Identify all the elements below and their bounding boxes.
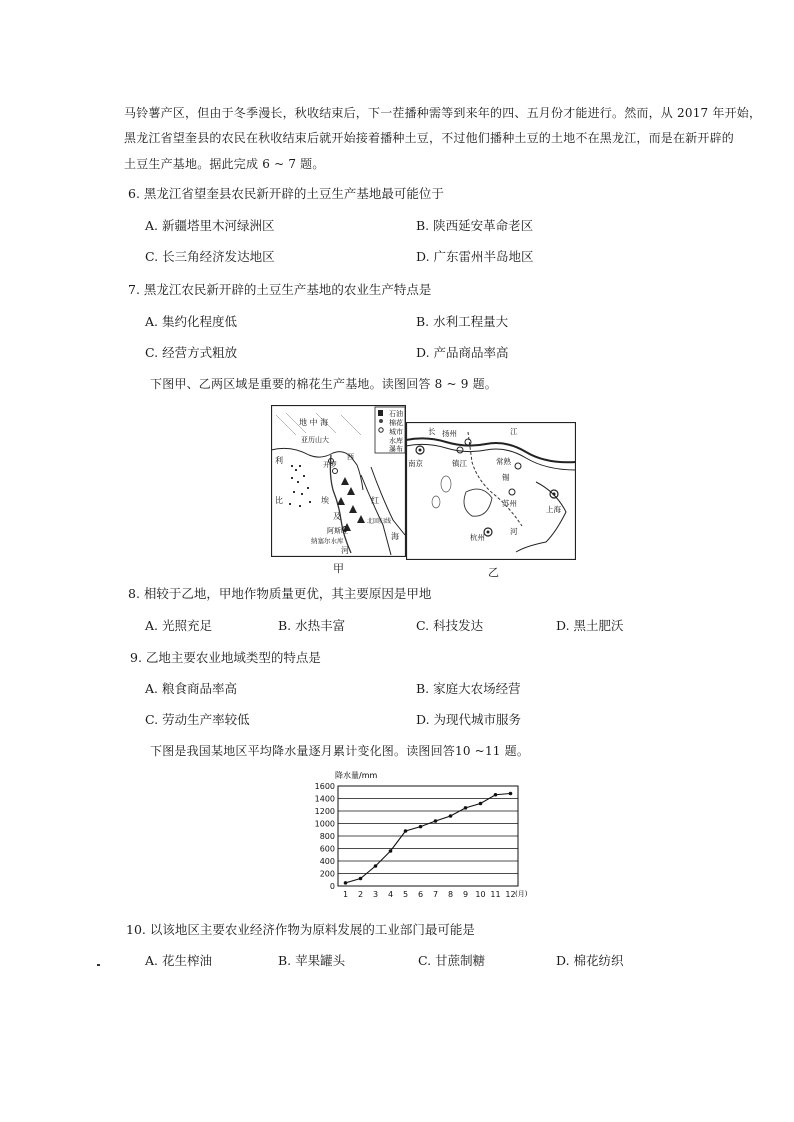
q6-option-a: A. 新疆塔里木河绿洲区 <box>145 218 275 233</box>
question-9: 9. 乙地主要农业地域类型的特点是 <box>130 650 321 665</box>
label-suzhou: 苏州 <box>502 499 517 508</box>
legend-waterfall: 瀑布 <box>389 445 403 453</box>
label-he: 河 <box>510 527 518 536</box>
section-8-9-intro: 下图甲、乙两区域是重要的棉花生产基地。读图回答 8 ~ 9 题。 <box>150 377 497 391</box>
q6-option-b: B. 陕西延安革命老区 <box>416 218 534 233</box>
question-6: 6. 黑龙江省望奎县农民新开辟的土豆生产基地最可能位于 <box>128 186 444 201</box>
q10-option-d: D. 棉花纺织 <box>556 953 624 968</box>
intro-line-1: 马铃薯产区，但由于冬季漫长，秋收结束后，下一茬播种需等到来年的四、五月份才能进行。然而，从 2017 年开始， <box>124 106 762 120</box>
data-point <box>359 877 363 881</box>
map-jia <box>271 405 406 557</box>
data-point <box>404 829 408 833</box>
legend-city: 城市 <box>389 428 403 436</box>
legend-reservoir: 水库 <box>389 437 403 445</box>
x-tick-label: 7 <box>432 890 439 899</box>
map-yi-caption: 乙 <box>488 566 499 579</box>
label-cairo: 开罗 <box>323 461 337 469</box>
data-point <box>464 806 468 810</box>
x-tick-label: 1 <box>342 890 349 899</box>
q7-option-a: A. 集约化程度低 <box>145 314 237 329</box>
x-tick-label: 9 <box>462 890 469 899</box>
precipitation-chart <box>305 768 535 900</box>
x-tick-label: 11 <box>490 890 501 899</box>
q8-option-c: C. 科技发达 <box>416 618 484 633</box>
label-sea: 海 <box>391 532 399 541</box>
q7-option-c: C. 经营方式粗放 <box>145 345 238 360</box>
data-point <box>494 793 498 797</box>
label-chang: 长 <box>428 427 436 436</box>
x-tick-label: 4 <box>387 890 394 899</box>
label-changshu: 常熟 <box>496 457 511 466</box>
x-tick-label: 6 <box>417 890 424 899</box>
data-point <box>389 849 393 853</box>
y-tick-label: 0 <box>329 882 335 891</box>
q6-option-c: C. 长三角经济发达地区 <box>145 249 275 264</box>
q8-option-a: A. 光照充足 <box>145 618 212 633</box>
y-tick-label: 400 <box>319 857 335 866</box>
label-bi: 比 <box>275 496 283 505</box>
data-point <box>434 819 438 823</box>
stray-mark <box>97 964 100 966</box>
q8-option-b: B. 水热丰富 <box>278 618 346 633</box>
label-nanjing: 南京 <box>408 459 423 468</box>
y-tick-label: 600 <box>319 844 335 854</box>
y-tick-label: 200 <box>319 869 335 879</box>
data-point <box>344 881 348 885</box>
y-tick-label: 1600 <box>314 782 335 791</box>
legend-oil: 石油 <box>389 410 403 418</box>
q10-option-b: B. 苹果罐头 <box>278 953 346 968</box>
label-li: 利 <box>275 456 283 465</box>
data-point <box>374 864 378 868</box>
x-tick-label: 2 <box>357 890 364 899</box>
label-zhenjiang: 镇江 <box>452 459 467 468</box>
data-point <box>509 792 513 796</box>
q7-option-d: D. 产品商品率高 <box>416 345 509 360</box>
label-nasser: 纳塞尔水库 <box>311 537 344 545</box>
section-10-11-intro: 下图是我国某地区平均降水量逐月累计变化图。读图回答10 ~11 题。 <box>150 744 530 758</box>
q7-option-b: B. 水利工程量大 <box>416 314 509 329</box>
q9-option-a: A. 粮食商品率高 <box>145 681 237 696</box>
x-tick-label: 3 <box>372 890 379 899</box>
label-jiang: 江 <box>510 427 518 436</box>
label-ai: 埃 <box>321 496 329 505</box>
q10-option-c: C. 甘蔗制糖 <box>418 953 486 968</box>
label-red: 红 <box>371 496 379 505</box>
question-8: 8. 相较于乙地，甲地作物质量更优，其主要原因是甲地 <box>128 586 432 601</box>
x-tick-label: 12 <box>505 890 516 899</box>
q9-option-b: B. 家庭大农场经营 <box>416 681 521 696</box>
label-aswan: 阿斯旺 <box>327 527 348 535</box>
data-point <box>479 802 483 806</box>
chart-xlabel: (月) <box>515 890 528 898</box>
label-ji: 及 <box>333 512 341 521</box>
question-10: 10. 以该地区主要农业经济作物为原料发展的工业部门最可能是 <box>126 922 475 937</box>
data-point <box>449 814 453 818</box>
y-tick-label: 800 <box>319 832 335 841</box>
label-river: 河 <box>341 546 349 555</box>
chart-ylabel: 降水量/mm <box>335 771 378 780</box>
label-yangzhou: 扬州 <box>442 429 457 438</box>
label-shanghai: 上海 <box>546 505 561 514</box>
map-jia-caption: 甲 <box>333 562 344 575</box>
series-line <box>346 794 511 883</box>
q8-option-d: D. 黑土肥沃 <box>556 618 624 633</box>
q10-option-a: A. 花生榨油 <box>145 953 212 968</box>
label-west: 西 <box>347 453 354 461</box>
intro-line-2: 黑龙江省望奎县的农民在秋收结束后就开始接着播种土豆，不过他们播种土豆的土地不在黑龙江，而是在新开辟的 <box>124 131 735 145</box>
q9-option-d: D. 为现代城市服务 <box>416 712 522 727</box>
label-hangzhou: 杭州 <box>470 533 485 542</box>
data-point <box>419 825 423 829</box>
label-tropic: 北回归线 <box>367 518 392 525</box>
label-mediterranean: 地 中 海 <box>299 418 329 427</box>
map-yi <box>406 422 576 560</box>
q6-option-d: D. 广东雷州半岛地区 <box>416 249 534 264</box>
q9-option-c: C. 劳动生产率较低 <box>145 712 250 727</box>
y-tick-label: 1400 <box>314 794 335 804</box>
legend-cotton: 棉花 <box>389 419 403 427</box>
y-tick-label: 1000 <box>314 819 335 829</box>
label-alexandria: 亚历山大 <box>301 436 329 444</box>
label-wuxi: 锡 <box>502 473 510 482</box>
x-tick-label: 10 <box>475 890 486 899</box>
intro-line-3: 土豆生产基地。据此完成 6 ~ 7 题。 <box>124 157 325 171</box>
x-tick-label: 5 <box>402 890 409 899</box>
y-tick-label: 1200 <box>314 807 335 816</box>
question-7: 7. 黑龙江农民新开辟的土豆生产基地的农业生产特点是 <box>128 282 432 297</box>
x-tick-label: 8 <box>447 890 454 899</box>
